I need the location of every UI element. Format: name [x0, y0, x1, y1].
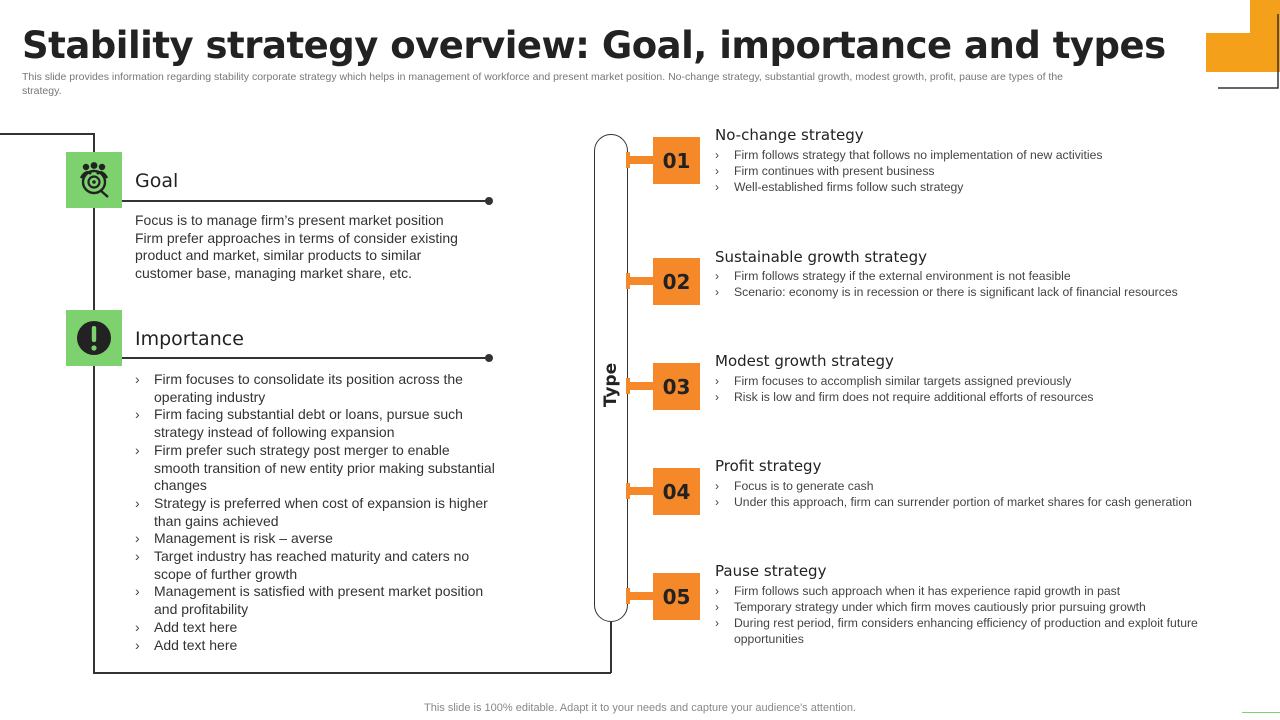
type-number-05: 05 — [653, 573, 700, 620]
type-item: › During rest period, firm considers enhancing efficiency of production and exploit future opportunities — [715, 615, 1224, 647]
footer-note: This slide is 100% editable. Adapt it to your needs and capture your audience's attention. — [424, 702, 856, 714]
importance-item: › Add text here — [135, 637, 495, 655]
type-item: › Temporary strategy under which firm moves cautiously prior pursuing growth — [715, 599, 1235, 615]
importance-line-dot — [485, 354, 493, 362]
type-number-01: 01 — [653, 137, 700, 184]
frame-top-line — [0, 133, 94, 135]
connector-01 — [628, 156, 655, 164]
goal-heading: Goal — [135, 170, 179, 192]
importance-underline — [122, 357, 489, 359]
page-title: Stability strategy overview: Goal, importance and types — [22, 24, 1166, 67]
type-list-05 — [715, 583, 1235, 647]
type-list-04 — [715, 478, 1235, 510]
type-number-04: 04 — [653, 468, 700, 515]
type-item: › Under this approach, firm can surrender portion of market shares for cash generation — [715, 494, 1235, 510]
importance-item: › Firm facing substantial debt or loans, pursue such strategy instead of following expansion — [135, 406, 495, 441]
type-title-05: Pause strategy — [715, 562, 827, 580]
exclamation-icon — [74, 318, 114, 358]
type-item: › Firm follows strategy that follows no implementation of new activities — [715, 147, 1235, 163]
importance-item: › Strategy is preferred when cost of expansion is higher than gains achieved — [135, 495, 495, 530]
importance-item: › Management is satisfied with present market position and profitability — [135, 583, 495, 618]
type-title-02: Sustainable growth strategy — [715, 248, 927, 266]
importance-item: › Add text here — [135, 619, 495, 637]
type-title-04: Profit strategy — [715, 457, 822, 475]
type-label: Type — [601, 362, 621, 408]
type-item: › Risk is low and firm does not require additional efforts of resources — [715, 389, 1235, 405]
type-item: › Scenario: economy is in recession or there is significant lack of financial resources — [715, 284, 1235, 300]
type-item: › Well-established firms follow such strategy — [715, 179, 1235, 195]
importance-icon-box — [66, 310, 122, 366]
goal-line: product and market, similar products to similar — [135, 247, 422, 263]
connector-04 — [628, 487, 655, 495]
type-list-03 — [715, 373, 1235, 405]
goal-description — [135, 212, 495, 282]
connector-05 — [628, 592, 655, 600]
people-target-icon — [74, 160, 114, 200]
type-title-01: No-change strategy — [715, 126, 864, 144]
importance-list — [135, 371, 495, 654]
frame-right-line — [610, 622, 612, 673]
type-item: › Focus is to generate cash — [715, 478, 1235, 494]
type-item: › Firm follows strategy if the external environment is not feasible — [715, 268, 1235, 284]
type-number-02: 02 — [653, 258, 700, 305]
type-item: › Firm follows such approach when it has experience rapid growth in past — [715, 583, 1235, 599]
type-list-02 — [715, 268, 1235, 300]
frame-left-line — [93, 133, 95, 673]
type-item: › Firm continues with present business — [715, 163, 1235, 179]
importance-item: › Target industry has reached maturity and caters no scope of further growth — [135, 548, 495, 583]
type-item: › Firm focuses to accomplish similar targets assigned previously — [715, 373, 1235, 389]
footer-accent-line — [1242, 712, 1280, 713]
type-number-03: 03 — [653, 363, 700, 410]
goal-line-dot — [485, 197, 493, 205]
connector-03 — [628, 382, 655, 390]
corner-outline-decoration — [1218, 14, 1280, 90]
importance-item: › Firm prefer such strategy post merger to enable smooth transition of new entity prior making substantial changes — [135, 442, 495, 495]
type-list-01 — [715, 147, 1235, 195]
goal-line: Focus is to manage firm’s present market position — [135, 212, 444, 228]
goal-line: customer base, managing market share, etc. — [135, 264, 413, 281]
frame-bottom-line — [93, 672, 611, 674]
goal-line: Firm prefer approaches in terms of consider existing — [135, 229, 458, 246]
type-title-03: Modest growth strategy — [715, 352, 894, 370]
goal-underline — [122, 200, 489, 202]
importance-item: › Firm focuses to consolidate its position across the operating industry — [135, 371, 495, 406]
page-subtitle: This slide provides information regarding stability corporate strategy which helps in management of workforce and present market position. No-change strategy, substantial growth, modest growth, profit, pause are types of the strategy. — [22, 71, 1064, 97]
goal-icon-box — [66, 152, 122, 208]
importance-item: › Management is risk – averse — [135, 530, 495, 548]
importance-heading: Importance — [135, 328, 244, 350]
connector-02 — [628, 277, 655, 285]
